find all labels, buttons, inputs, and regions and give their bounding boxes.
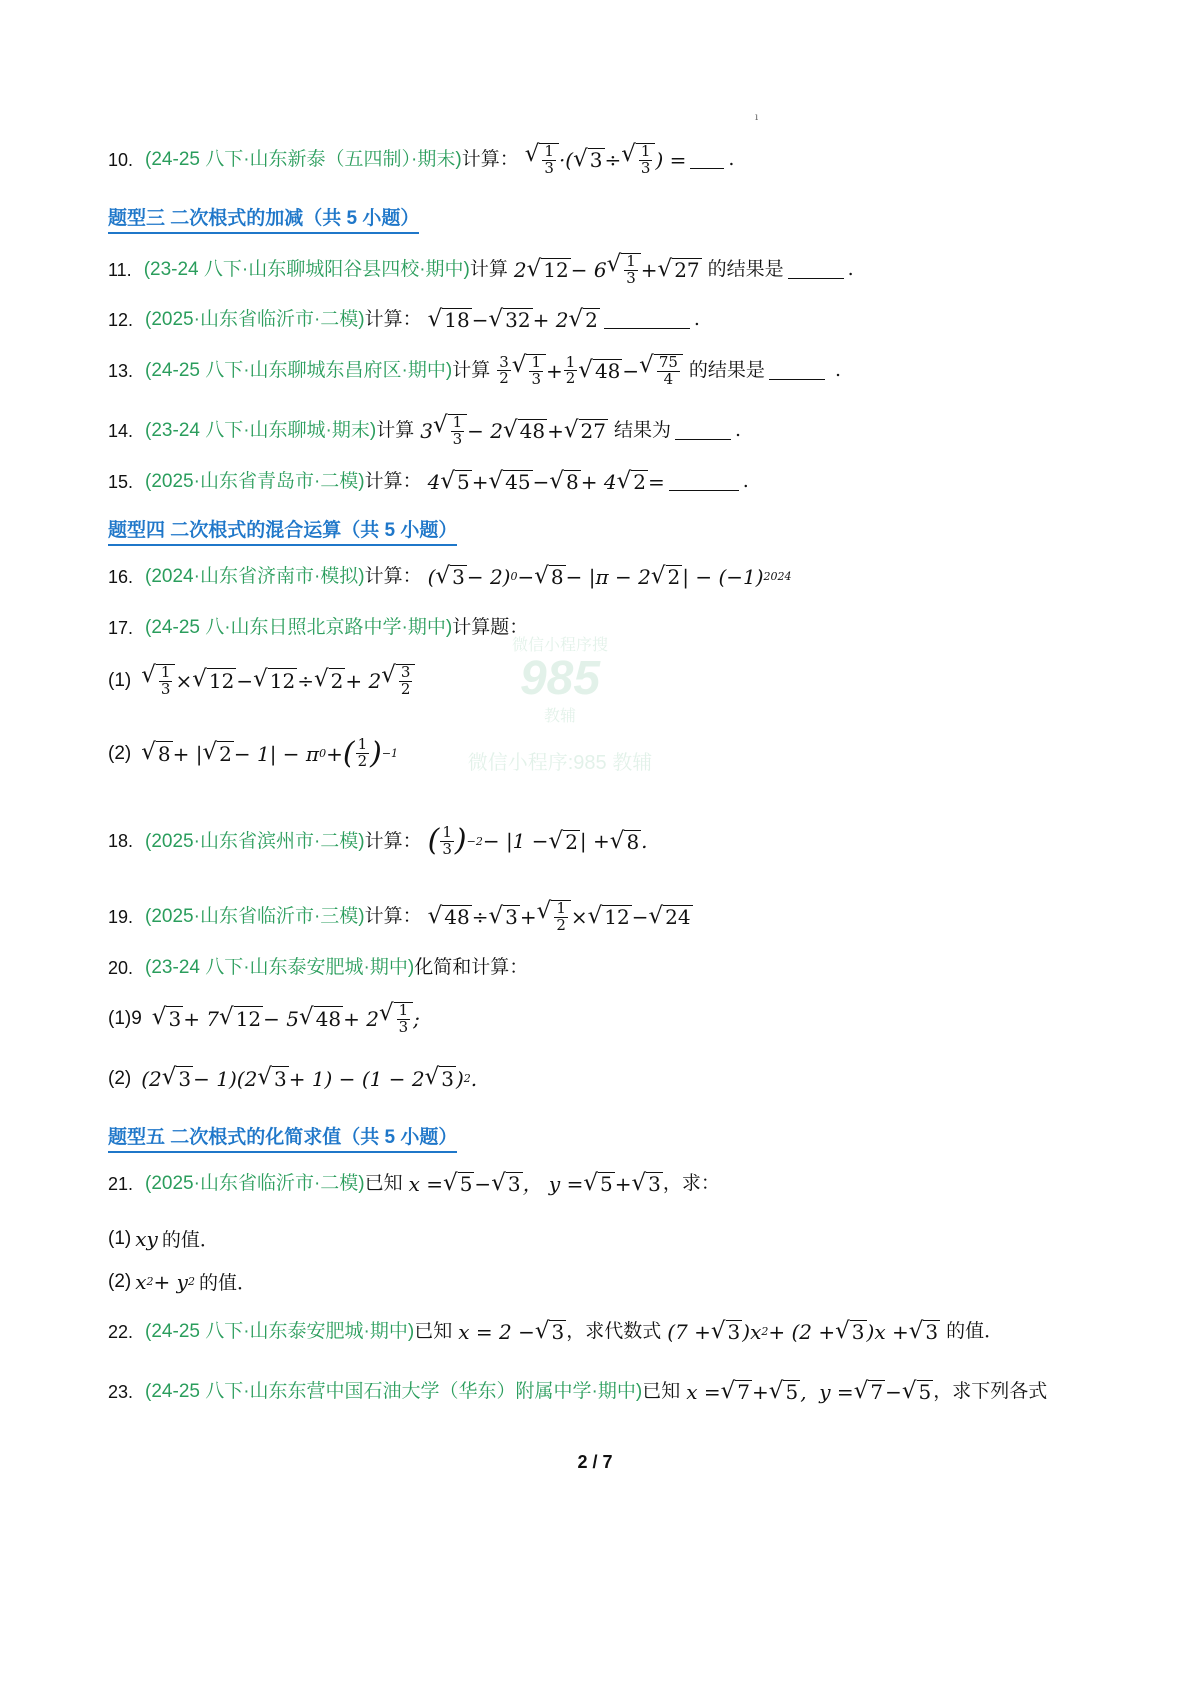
problem-16: 16. (2024·山东省济南市·模拟) 计算： ( √ 3 − 2) 0 − √ 8 − |π − 2 √ 2 | − (−1) 2024 (108, 563, 792, 589)
expression-14: 3 √ $\frac{1}{3}$ − 2 √ 48 + √ 27 (420, 412, 606, 448)
problem-19: 19. (2025·山东省临沂市·三模) 计算： √ 48 ÷ √ 3 + √ $\frac{1}{2}$ × √ 12 − √ 24 (108, 898, 691, 934)
problem-17-part-1: (1) √ $\frac{1}{3}$ × √ 12 − √ 12 ÷ √ 2 + 2 √ $\frac{3}{2}$ (108, 664, 415, 698)
problem-21-part-2: (2) x 2 + y 2 的值． (108, 1269, 256, 1294)
expression-21: x = √ 5 − √ 3 ， y = √ 5 + √ 3 (408, 1170, 661, 1196)
section-heading-5: 题型五 二次根式的化简求值（共 5 小题） (108, 1122, 457, 1153)
problem-10: 10. (24-25 八下·山东新泰（五四制）·期末) 计算： √ $\frac{1}{3}$ ·( √ 3 ÷ √ $\frac{1}{3}$ ) = . (108, 141, 735, 177)
answer-blank (604, 310, 690, 329)
problem-12: 12. (2025·山东省临沂市·二模) 计算： √ 18 − √ 32 + 2 √ 2 . (108, 306, 700, 332)
section-heading-3: 题型三 二次根式的加减（共 5 小题） (108, 203, 419, 234)
problem-21: 21. (2025·山东省临沂市·二模) 已知 x = √ 5 − √ 3 ， y = √ 5 + √ 3 ，求： (108, 1170, 720, 1196)
problem-18: 18. (2025·山东省滨州市·二模) 计算： ( $\frac{1}{3}$ ) −2 − |1 − √ 2 | + √ 8 . (108, 823, 648, 859)
problem-13: 13. (24-25 八下·山东聊城东昌府区·期中) 计算 $\frac{3}{2}$ √ $\frac{1}{3}$ + $\frac{1}{2}$ √ 48 − √ $\frac{75}{4}$ 的结果是 . (108, 352, 842, 388)
answer-blank (690, 150, 724, 169)
expression-18: ( $\frac{1}{3}$ ) −2 − |1 − √ 2 | + √ 8 . (427, 823, 648, 859)
problem-11: 11. (23-24 八下·山东聊城阳谷县四校·期中) 计算 2 √ 12 − 6 √ $\frac{1}{3}$ + √ 27 的结果是 . (108, 251, 854, 287)
expression-19: √ 48 ÷ √ 3 + √ $\frac{1}{2}$ × √ 12 − √ 24 (427, 898, 691, 934)
problem-17-part-2: (2) √ 8 + | √ 2 − 1| − π 0 + ( $\frac{1}{2}$ ) −1 (108, 735, 399, 771)
problem-20-part-2: (2) (2 √ 3 − 1)(2 √ 3 + 1) − (1 − 2 √ 3 ) 2 . (108, 1064, 478, 1091)
answer-blank (675, 421, 731, 440)
expression-11: 2 √ 12 − 6 √ $\frac{1}{3}$ + √ 27 (513, 251, 700, 287)
problem-20: 20. (23-24 八下·山东泰安肥城·期中) 化简和计算： (108, 956, 529, 978)
expression-15: 4 √ 5 + √ 45 − √ 8 + 4 √ 2 = (427, 468, 665, 494)
problem-20-part-1: (1)9 √ 3 + 7 √ 12 − 5 √ 48 + 2 √ $\frac{1}{3}$ ; (108, 1000, 420, 1036)
expression-10: √ $\frac{1}{3}$ ·( √ 3 ÷ √ $\frac{1}{3}$ ) = (524, 141, 687, 177)
expression-12: √ 18 − √ 32 + 2 √ 2 (427, 306, 598, 332)
expression-22: (7 + √ 3 )x 2 + (2 + √ 3 )x + √ 3 (667, 1318, 939, 1344)
expression-13: $\frac{3}{2}$ √ $\frac{1}{3}$ + $\frac{1}{2}$ √ 48 − √ $\frac{75}{4}$ (496, 354, 683, 388)
problem-17: 17. (24-25 八·山东日照北京路中学·期中) 计算题： (108, 616, 529, 638)
problem-23: 23. (24-25 八下·山东东营中国石油大学（华东）附属中学·期中) 已知 x = √ 7 + √ 5 , y = √ 7 − √ 5 ，求下列各式 (108, 1378, 1048, 1404)
expression-23: x = √ 7 + √ 5 , y = √ 7 − √ 5 (686, 1378, 932, 1404)
section-heading-4: 题型四 二次根式的混合运算（共 5 小题） (108, 515, 457, 546)
problem-14: 14. (23-24 八下·山东聊城·期末) 计算 3 √ $\frac{1}{3}$ − 2 √ 48 + √ 27 结果为 . (108, 412, 742, 448)
page-number: 2 / 7 (577, 1452, 613, 1472)
watermark: 微信小程序搜 985 教辅 微信小程序:985 教辅 (467, 637, 653, 774)
problem-21-part-1: (1) xy 的值． (108, 1226, 219, 1251)
answer-blank (669, 472, 739, 491)
problem-22: 22. (24-25 八下·山东泰安肥城·期中) 已知 x = 2 − √ 3 ，求代数式 (7 + √ 3 )x 2 + (2 + √ 3 )x + √ 3 的值． (108, 1318, 1004, 1344)
expression-16: ( √ 3 − 2) 0 − √ 8 − |π − 2 √ 2 | − (−1) 2024 (427, 563, 792, 589)
page-mark: ı (755, 112, 759, 123)
answer-blank (769, 361, 825, 380)
problem-15: 15. (2025·山东省青岛市·二模) 计算： 4 √ 5 + √ 45 − √ 8 + 4 √ 2 = . (108, 468, 749, 494)
answer-blank (788, 260, 844, 279)
